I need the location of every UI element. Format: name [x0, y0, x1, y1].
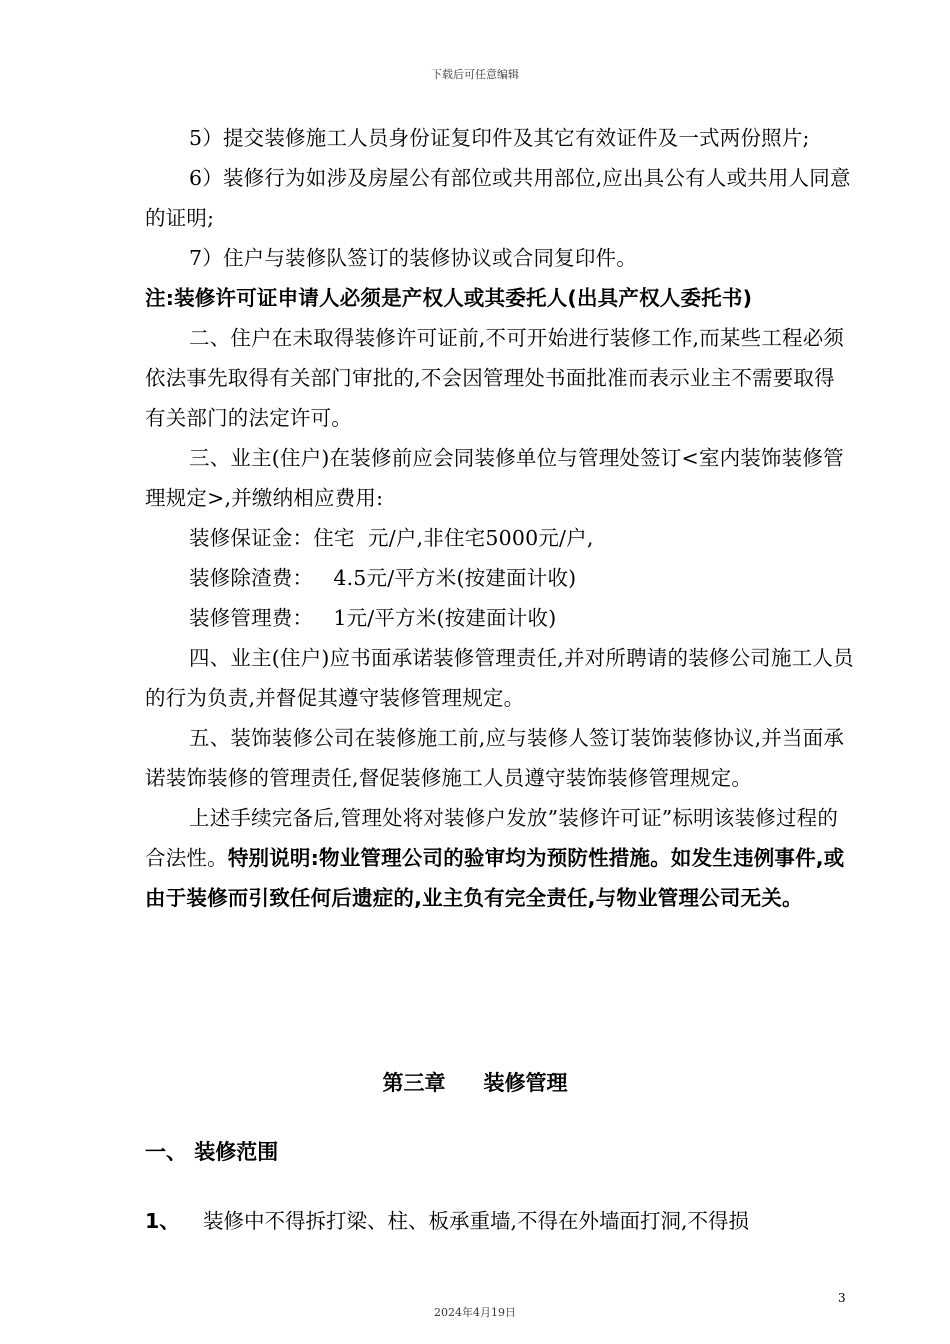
- paragraph-two: 二、住户在未取得装修许可证前,不可开始进行装修工作,而某些工程必须依法事先取得有关部门审批的,不会因管理处书面批准而表示业主不需要取得有关部门的法定许可。: [145, 326, 845, 430]
- paragraph-item-7: 7）住户与装修队签订的装修协议或合同复印件。: [189, 246, 637, 270]
- document-body: [145, 118, 855, 918]
- list-item-number: 1、: [145, 1209, 180, 1233]
- page-header: 下载后可任意编辑: [431, 68, 519, 81]
- fee-deposit: 装修保证金：住宅 元/户,非住宅5000元/户,: [189, 526, 594, 550]
- fee-management: 装修管理费： 1元/平方米(按建面计收): [189, 606, 557, 630]
- paragraph-item-5: 5）提交装修施工人员身份证复印件及其它有效证件及一式两份照片;: [189, 126, 810, 150]
- page-number: 3: [838, 1291, 846, 1305]
- summary-paragraph: [145, 798, 855, 918]
- paragraph-item-6: 6）装修行为如涉及房屋公有部位或共用部位,应出具公有人或共用人同意的证明;: [145, 166, 851, 230]
- paragraph-five: 五、装饰装修公司在装修施工前,应与装修人签订装饰装修协议,并当面承诺装饰装修的管理责任,督促装修施工人员遵守装饰装修管理规定。: [145, 726, 845, 790]
- chapter-number: 第三章: [382, 1071, 446, 1095]
- section-heading: 一、 装修范围: [145, 1140, 279, 1164]
- note-paragraph: 注:装修许可证申请人必须是产权人或其委托人(出具产权人委托书): [145, 286, 753, 310]
- list-item-1: [145, 1204, 855, 1234]
- list-item-text: 装修中不得拆打梁、柱、板承重墙,不得在外墙面打洞,不得损: [203, 1209, 750, 1233]
- summary-bold-text: 特别说明:物业管理公司的验审均为预防性措施。如发生违例事件,或由于装修而引致任何后遗症的,业主负有完全责任,与物业管理公司无关。: [145, 846, 845, 910]
- page-footer-date: 2024年4月19日: [434, 1306, 516, 1319]
- paragraph-four: 四、业主(住户)应书面承诺装修管理责任,并对所聘请的装修公司施工人员的行为负责,并督促其遵守装修管理规定。: [145, 646, 854, 710]
- paragraph-three: 三、业主(住户)在装修前应会同装修单位与管理处签订<室内装饰装修管理规定>,并缴纳相应费用:: [145, 446, 844, 510]
- chapter-title: 装修管理: [483, 1071, 568, 1095]
- fee-debris: 装修除渣费： 4.5元/平方米(按建面计收): [189, 566, 577, 590]
- chapter-heading: [0, 1067, 950, 1097]
- summary-normal-text: 上述手续完备后,管理处将对装修户发放”装修许可证”标明该装修过程的合法性。: [145, 806, 839, 870]
